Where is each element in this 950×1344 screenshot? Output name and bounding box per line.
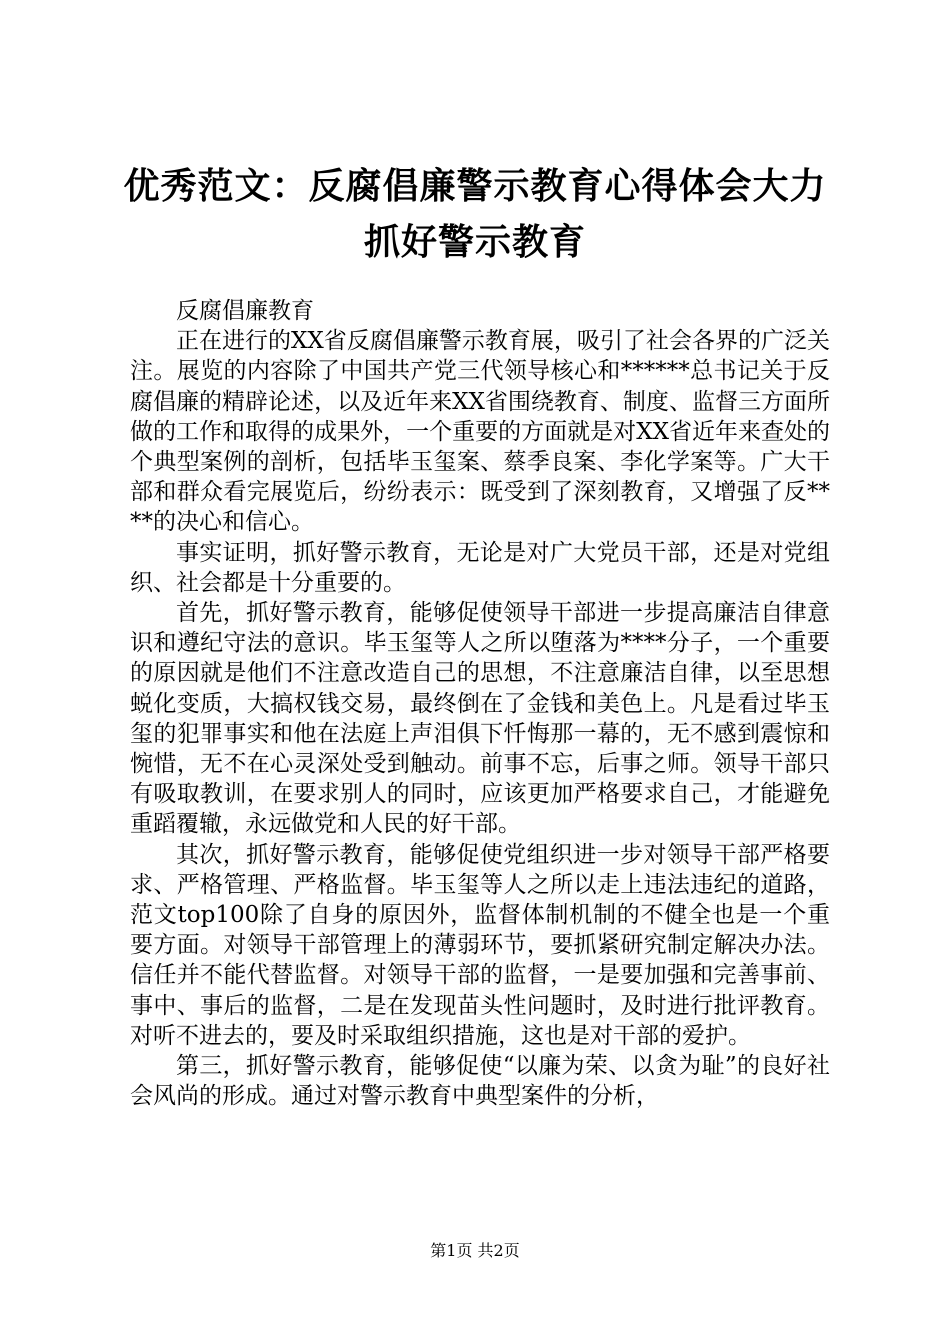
document-body — [130, 296, 830, 1111]
paragraph-fact: 事实证明，抓好警示教育，无论是对广大党员干部，还是对党组织、社会都是十分重要的。 — [130, 539, 830, 596]
document-title: 优秀范文：反腐倡廉警示教育心得体会大力抓好警示教育 — [123, 165, 827, 263]
paragraph-intro: 正在进行的XX省反腐倡廉警示教育展，吸引了社会各界的广泛关注。展览的内容除了中国共产党三代领导核心和******总书记关于反腐倡廉的精辟论述，以及近年来XX省围绕教育、制度、监督三方面所做的工作和取得的成果外，一个重要的方面就是对XX省近年来查处的个典型案例的剖析，包括毕玉玺案、蔡季良案、李化学案等。广大干部和群众看完展览后，纷纷表示：既受到了深刻教育，又增强了反****的决心和信心。 — [130, 328, 830, 536]
paragraph-second: 其次，抓好警示教育，能够促使党组织进一步对领导干部严格要求、严格管理、严格监督。毕玉玺等人之所以走上违法违纪的道路，范文top100除了自身的原因外，监督体制机制的不健全也是一个重要方面。对领导干部管理上的薄弱环节，要抓紧研究制定解决办法。信任并不能代替监督。对领导干部的监督，一是要加强和完善事前、事中、事后的监督，二是在发现苗头性问题时，及时进行批评教育。对听不进去的，要及时采取组织措施，这也是对干部的爱护。 — [130, 841, 830, 1049]
paragraph-subheading: 反腐倡廉教育 — [176, 298, 314, 324]
paragraph-third: 第三，抓好警示教育，能够促使“以廉为荣、以贪为耻”的良好社会风尚的形成。通过对警示教育中典型案件的分析， — [130, 1053, 830, 1110]
paragraph-first: 首先，抓好警示教育，能够促使领导干部进一步提高廉洁自律意识和遵纪守法的意识。毕玉玺等人之所以堕落为****分子，一个重要的原因就是他们不注意改造自己的思想，不注意廉洁自律，以至思想蜕化变质，大搞权钱交易，最终倒在了金钱和美色上。凡是看过毕玉玺的犯罪事实和他在法庭上声泪俱下忏悔那一幕的，无不感到震惊和惋惜，无不在心灵深处受到触动。前事不忘，后事之师。领导干部只有吸取教训，在要求别人的同时，应该更加严格要求自己，才能避免重蹈覆辙，永远做党和人民的好干部。 — [130, 600, 830, 838]
page-footer: 第1页 共2页 — [430, 1241, 520, 1260]
